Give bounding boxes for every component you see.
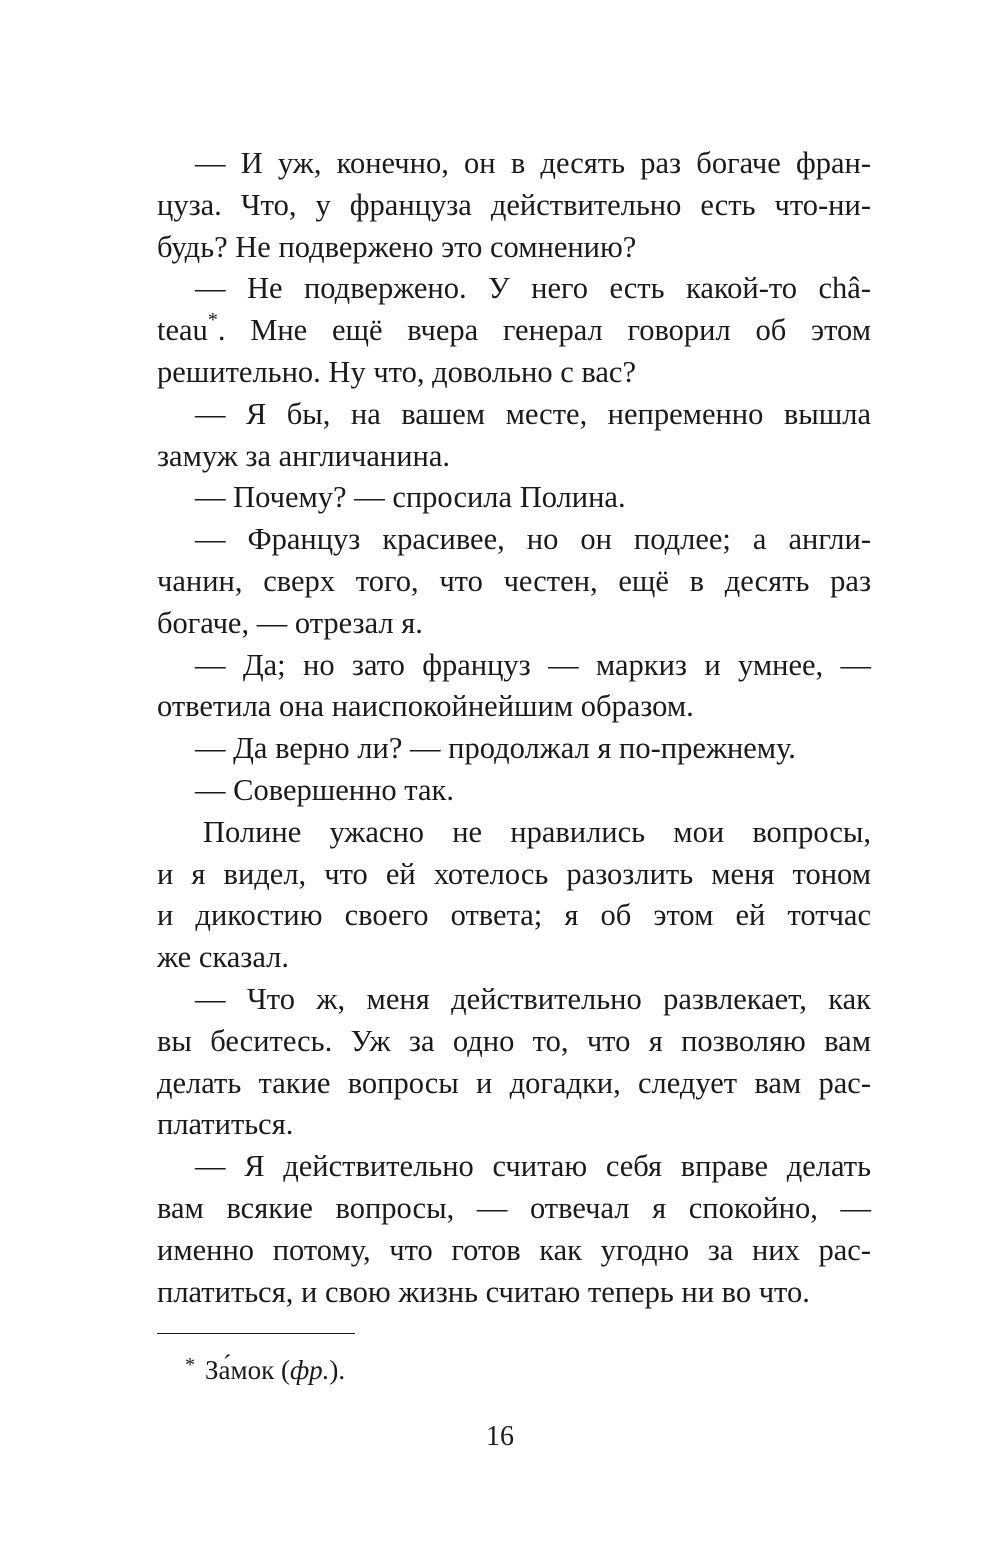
text-line: — И уж, конечно, он в десять раз богаче фран- [195, 146, 871, 180]
text-line: — Я действительно считаю себя вправе делать [195, 1149, 871, 1184]
text-line: Полине ужасно не нравились мои вопросы, [203, 814, 871, 849]
text-fragment: teau [157, 313, 208, 348]
text-line: — Совершенно так. [195, 772, 454, 807]
text-line: и дикостию своего ответа; я об этом ей тотчас [157, 898, 871, 933]
footnote-divider [157, 1333, 355, 1334]
text-line: богаче, — отрезал я. [157, 605, 423, 640]
footnote-text-end: ). [329, 1355, 346, 1385]
text-fragment: . Мне ещё вчера генерал говорил об этом [217, 313, 871, 348]
text-line: платиться. [157, 1107, 294, 1142]
text-line: — Да; но зато француз — маркиз и умнее, — [195, 647, 871, 682]
text-line: и я видел, что ей хотелось разозлить меня тоном [157, 856, 871, 891]
text-line: — Почему? — спросила Полина. [195, 480, 626, 515]
text-line: — Да верно ли? — продолжал я по-прежнему. [195, 731, 796, 766]
footnote-italic-text: фр. [289, 1355, 330, 1385]
text-line [157, 310, 871, 352]
footnote [185, 1348, 345, 1387]
text-line: вам всякие вопросы, — отвечал я спокойно, — [157, 1190, 871, 1225]
text-line: делать такие вопросы и догадки, следует вам рас- [157, 1065, 871, 1100]
text-line: — Не подвержено. У него есть какой-то châ- [195, 271, 871, 306]
text-line: будь? Не подвержено это сомнению? [157, 229, 637, 264]
text-line: вы беситесь. Уж за одно то, что я позволяю вам [157, 1023, 871, 1058]
page-number: 16 [486, 1421, 514, 1452]
text-line: — Я бы, на вашем месте, непременно вышла [195, 396, 871, 431]
text-line: — Что ж, меня действительно развлекает, как [195, 981, 871, 1016]
text-line: цуза. Что, у француза действительно есть что-ни- [157, 187, 871, 222]
main-text [157, 143, 871, 1313]
text-line: же сказал. [157, 940, 289, 975]
footnote-marker: * [207, 309, 218, 332]
text-line: именно потому, что готов как угодно за них рас- [157, 1232, 871, 1267]
text-line: ответила она наиспокойнейшим образом. [157, 689, 694, 724]
footnote-text: За́мок ( [205, 1355, 290, 1385]
text-line: чанин, сверх того, что честен, ещё в десять раз [157, 563, 871, 598]
footnote-marker: * [185, 1354, 195, 1376]
text-line: — Француз красивее, но он подлее; а англи- [195, 522, 871, 557]
text-line: решительно. Ну что, довольно с вас? [157, 354, 636, 389]
text-line: платиться, и свою жизнь считаю теперь ни во что. [157, 1274, 810, 1309]
text-line: замуж за англичанина. [157, 438, 451, 473]
